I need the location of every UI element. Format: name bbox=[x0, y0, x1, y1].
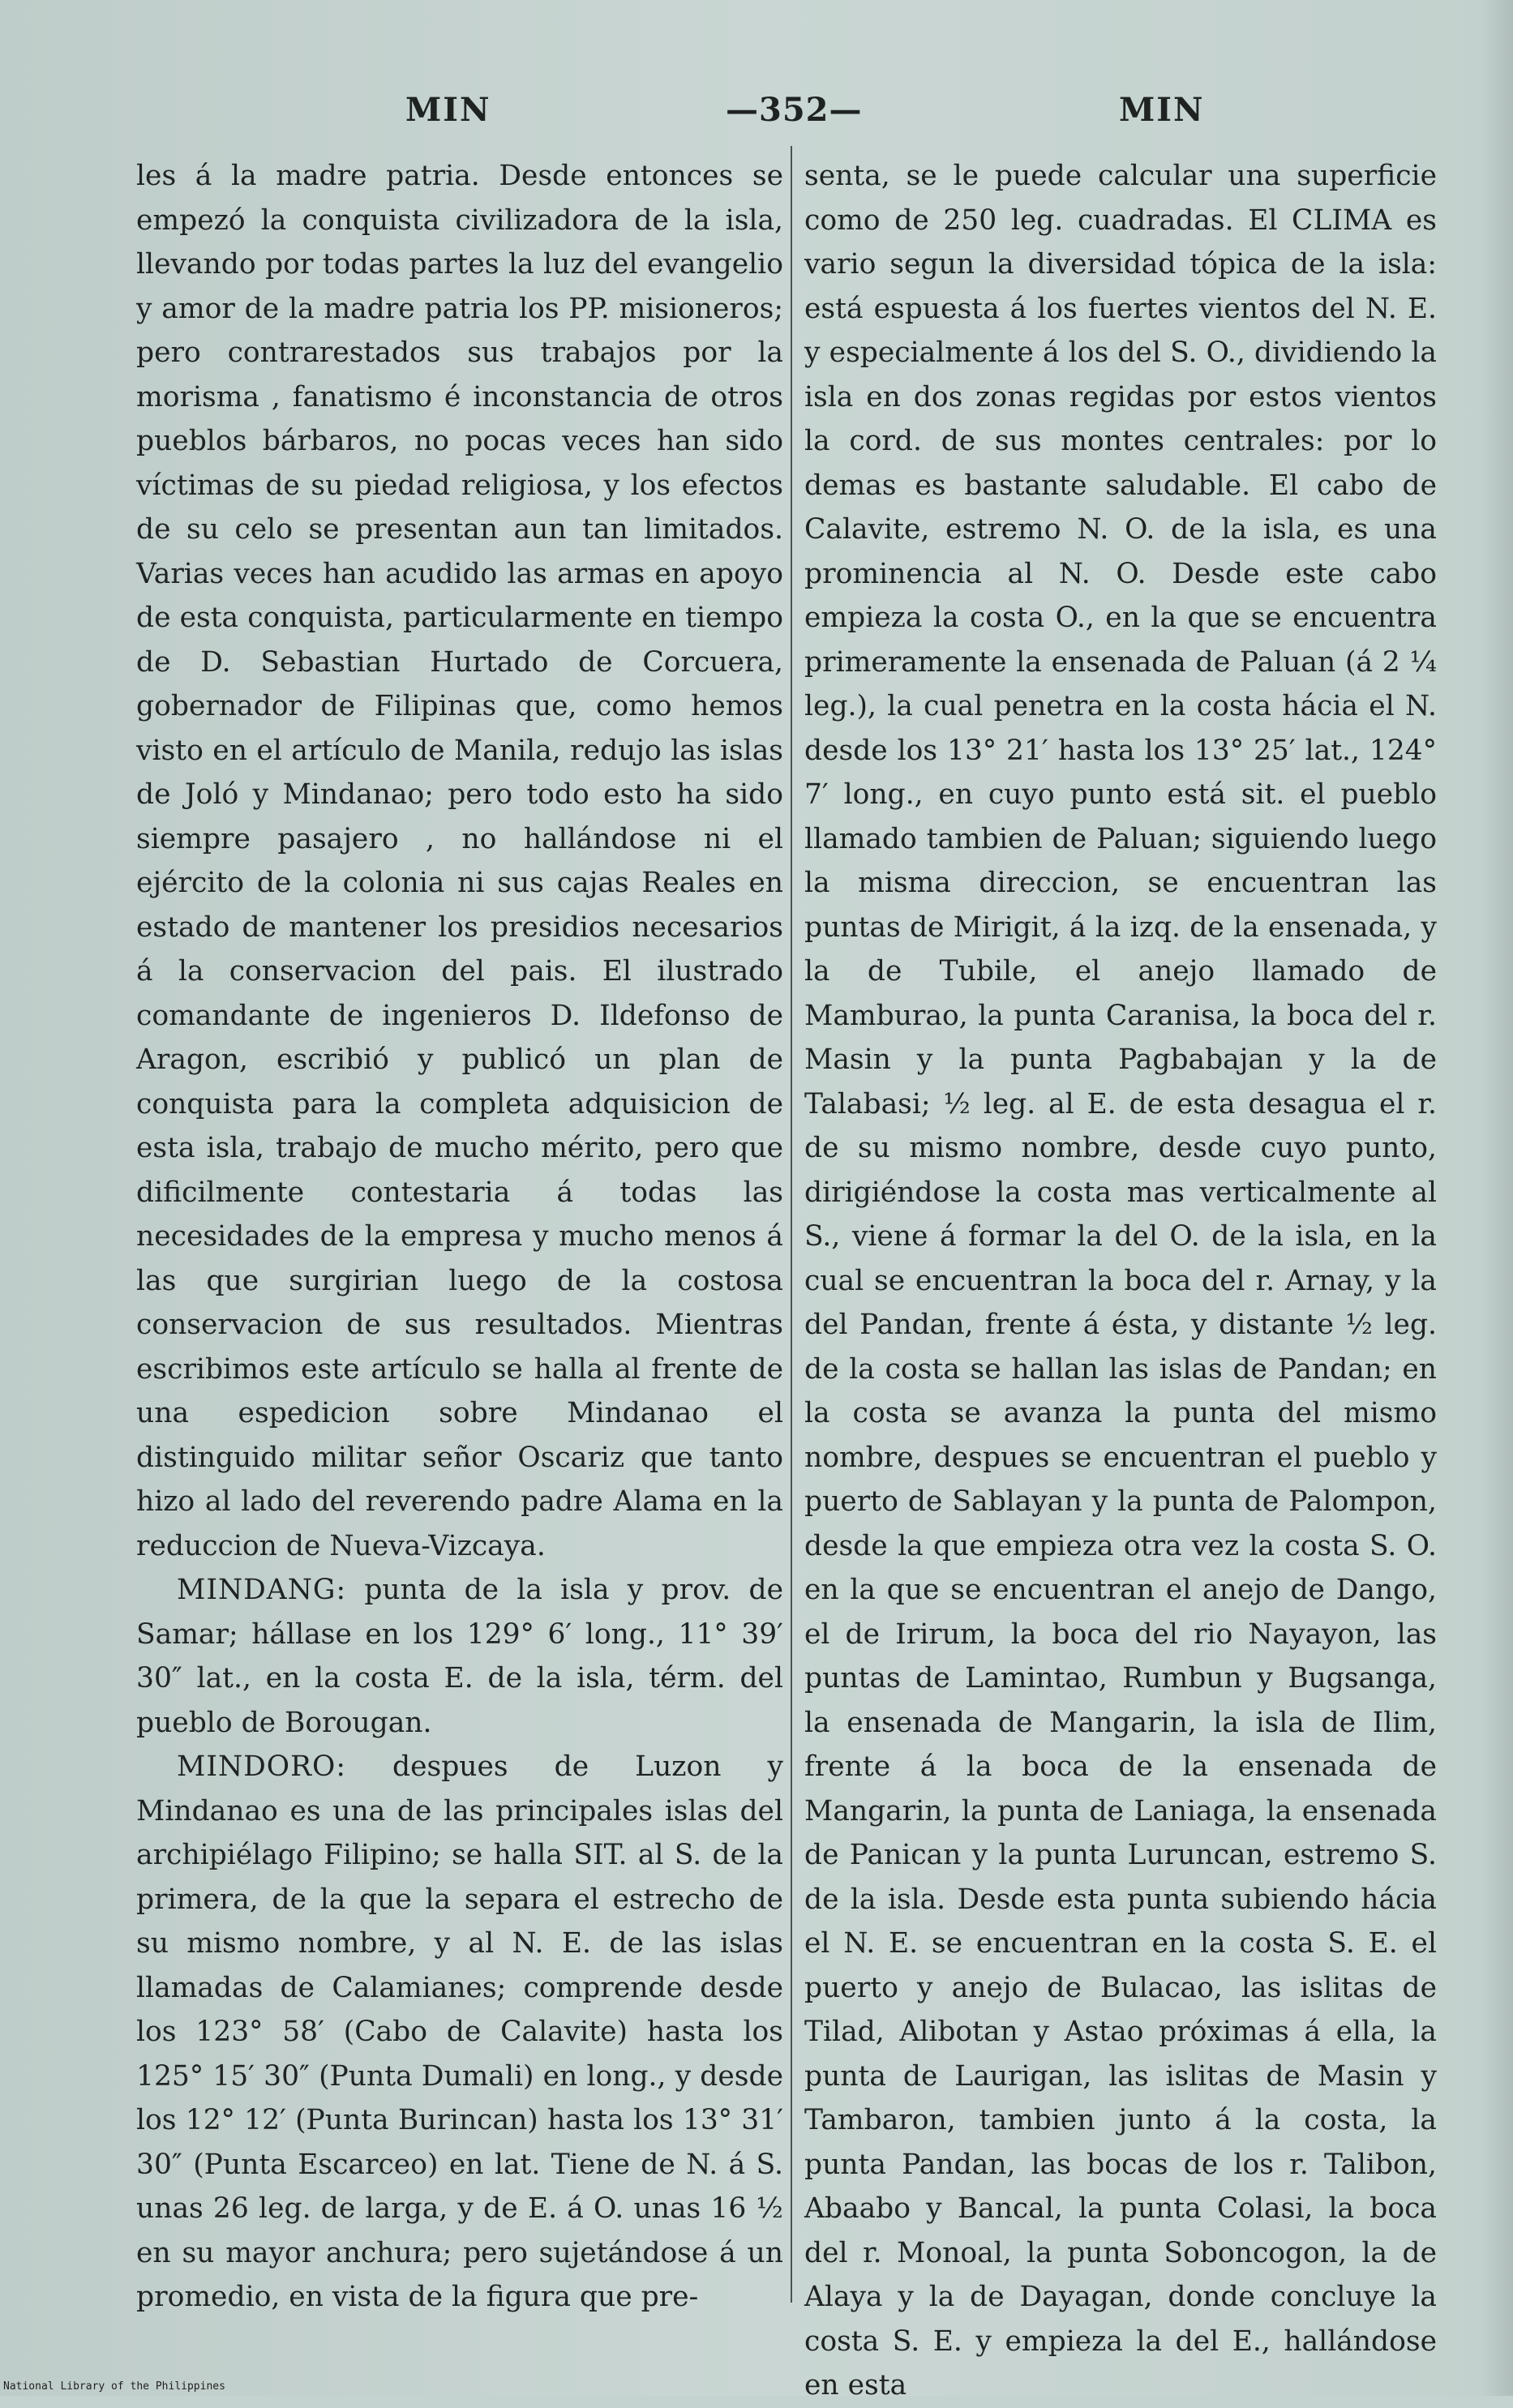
entry-body-mindang: punta de la isla y prov. de Samar; hállase en los 129° 6′ long., 11° 39′ 30″ lat., en la costa E. de la isla, térm. del pueblo de Borougan. bbox=[136, 1574, 783, 1739]
page-header bbox=[0, 91, 1513, 139]
paragraph-mindoro-continued: senta, se le puede calcular una superficie como de 250 leg. cuadradas. El CLIMA es vario segun la diversidad tópica de la isla: está espuesta á los fuertes vientos del N. E. y especialmente á los del S. O., dividiendo la isla en dos zonas regidas por estos vientos la cord. de sus montes centrales: por lo demas es bastante saludable. El cabo de Calavite, estremo N. O. de la isla, es una prominencia al N. O. Desde este cabo empieza la costa O., en la que se encuentra primeramente la ensenada de Paluan (á 2 ¼ leg.), la cual penetra en la costa hácia el N. desde los 13° 21′ hasta los 13° 25′ lat., 124° 7′ long., en cuyo punto está sit. el pueblo llamado tambien de Paluan; siguiendo luego la misma direccion, se encuentran las puntas de Mirigit, á la izq. de la ensenada, y la de Tubile, el anejo llamado de Mamburao, la punta Caranisa, la boca del r. Masin y la punta Pagbabajan y la de Talabasi; ½ leg. al E. de esta desagua el r. de su mismo nombre, desde cuyo punto, dirigiéndose la costa mas verticalmente al S., viene á formar la del O. de la isla, en la cual se encuentran la boca del r. Arnay, y la del Pandan, frente á ésta, y distante ½ leg. de la costa se hallan las islas de Pandan; en la costa se avanza la punta del mismo nombre, despues se encuentran el pueblo y puerto de Sablayan y la punta de Palompon, desde la que empieza otra vez la costa S. O. en la que se encuentran el anejo de Dango, el de Irirum, la boca del rio Nayayon, las puntas de Lamintao, Rumbun y Bugsanga, la ensenada de Mangarin, la isla de Ilim, frente á la boca de la ensenada de Mangarin, la punta de Laniaga, la ensenada de Panican y la punta Luruncan, estremo S. de la isla. Desde esta punta subiendo hácia el N. E. se encuentran en la costa S. E. el puerto y anejo de Bulacao, las islitas de Tilad, Alibotan y Astao próximas á ella, la punta de Laurigan, las islitas de Masin y Tambaron, tambien junto á la costa, la punta Pandan, las bocas de los r. Talibon, Abaabo y Bancal, la punta Colasi, la boca del r. Monoal, la punta Soboncogon, la de Alaya y la de Dayagan, donde concluye la costa S. E. y empieza la del E., hallándose en esta bbox=[804, 160, 1437, 2402]
column-divider bbox=[791, 146, 792, 2303]
page-fold-shadow bbox=[1481, 0, 1513, 2396]
entry-heading-mindoro: MINDORO: bbox=[177, 1750, 346, 1783]
left-column bbox=[136, 154, 783, 2320]
right-column bbox=[804, 154, 1437, 2408]
entry-mindang bbox=[136, 1568, 783, 1745]
paragraph-mindanao-continued: les á la madre patria. Desde entonces se empezó la conquista civilizadora de la isla, llevando por todas partes la luz del evangelio y amor de la madre patria los PP. misioneros; pero contrarestados sus trabajos por la morisma , fanatismo é inconstancia de otros pueblos bárbaros, no pocas veces han sido víctimas de su piedad religiosa, y los efectos de su celo se presentan aun tan limitados. Varias veces han acudido las armas en apoyo de esta conquista, particularmente en tiempo de D. Sebastian Hurtado de Corcuera, gobernador de Filipinas que, como hemos visto en el artículo de Manila, redujo las islas de Joló y Mindanao; pero todo esto ha sido siempre pasajero , no hallándose ni el ejército de la colonia ni sus cajas Reales en estado de mantener los presidios necesarios á la conservacion del pais. El ilustrado comandante de ingenieros D. Ildefonso de Aragon, escribió y publicó un plan de conquista para la completa adquisicion de esta isla, trabajo de mucho mérito, pero que dificilmente contestaria á todas las necesidades de la empresa y mucho menos á las que surgirian luego de la costosa conservacion de sus resultados. Mientras escribimos este artículo se halla al frente de una espedicion sobre Mindanao el distinguido militar señor Oscariz que tanto hizo al lado del reverendo padre Alama en la reduccion de Nueva-Vizcaya. bbox=[136, 160, 783, 1562]
header-right-guide-word: MIN bbox=[1119, 91, 1205, 129]
entry-mindoro bbox=[136, 1745, 783, 2320]
header-left-guide-word: MIN bbox=[405, 91, 491, 129]
page-number: —352— bbox=[726, 91, 863, 129]
library-credit: National Library of the Philippines bbox=[3, 2380, 225, 2393]
entry-heading-mindang: MINDANG: bbox=[177, 1574, 347, 1606]
entry-body-mindoro: despues de Luzon y Mindanao es una de las principales islas del archipiélago Filipino; se halla SIT. al S. de la primera, de la que la separa el estrecho de su mismo nombre, y al N. E. de las islas llamadas de Calamianes; comprende desde los 123° 58′ (Cabo de Calavite) hasta los 125° 15′ 30″ (Punta Dumali) en long., y desde los 12° 12′ (Punta Burincan) hasta los 13° 31′ 30″ (Punta Escarceo) en lat. Tiene de N. á S. unas 26 leg. de larga, y de E. á O. unas 16 ½ en su mayor anchura; pero sujetándose á un promedio, en vista de la figura que pre- bbox=[136, 1750, 783, 2313]
